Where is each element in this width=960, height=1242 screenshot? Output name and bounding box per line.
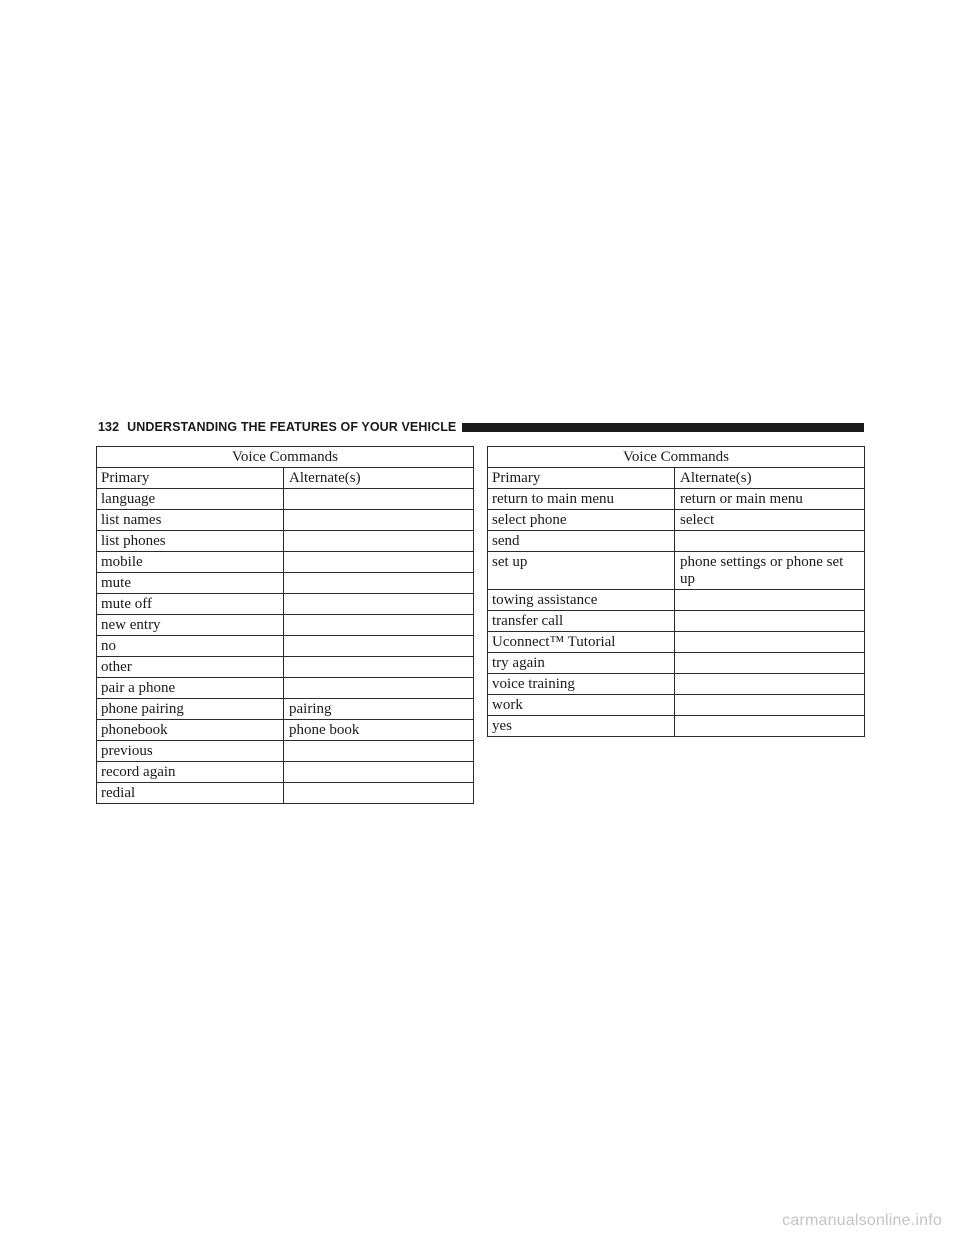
command-primary-cell: list names	[97, 510, 284, 531]
table-header-row	[488, 468, 865, 489]
table-row	[97, 510, 474, 531]
command-alternate-cell	[675, 590, 865, 611]
command-primary-cell: return to main menu	[488, 489, 675, 510]
table-row	[97, 552, 474, 573]
command-primary-cell: transfer call	[488, 611, 675, 632]
table-row	[97, 699, 474, 720]
command-primary-cell: phonebook	[97, 720, 284, 741]
table-row	[488, 590, 865, 611]
command-alternate-cell	[284, 783, 474, 804]
table-row	[97, 720, 474, 741]
column-header-primary: Primary	[97, 468, 284, 489]
command-primary-cell: try again	[488, 653, 675, 674]
table-row	[488, 510, 865, 531]
table-header-row	[97, 468, 474, 489]
command-primary-cell: mobile	[97, 552, 284, 573]
command-alternate-cell	[284, 552, 474, 573]
table-title-row	[488, 447, 865, 468]
command-alternate-cell: pairing	[284, 699, 474, 720]
table-row	[97, 615, 474, 636]
command-primary-cell: yes	[488, 716, 675, 737]
command-primary-cell: set up	[488, 552, 675, 590]
column-header-alternate: Alternate(s)	[284, 468, 474, 489]
command-primary-cell: work	[488, 695, 675, 716]
table-row	[97, 636, 474, 657]
table-row	[488, 716, 865, 737]
table-row	[97, 531, 474, 552]
command-primary-cell: pair a phone	[97, 678, 284, 699]
voice-commands-table-right	[487, 446, 865, 737]
table-row	[488, 653, 865, 674]
command-primary-cell: other	[97, 657, 284, 678]
command-alternate-cell	[284, 762, 474, 783]
table-row	[97, 573, 474, 594]
command-alternate-cell	[675, 674, 865, 695]
command-primary-cell: record again	[97, 762, 284, 783]
table-row	[97, 594, 474, 615]
table-row	[488, 695, 865, 716]
column-header-alternate: Alternate(s)	[675, 468, 865, 489]
command-alternate-cell	[284, 678, 474, 699]
command-alternate-cell	[284, 489, 474, 510]
command-primary-cell: mute off	[97, 594, 284, 615]
table-row	[97, 657, 474, 678]
command-alternate-cell	[675, 632, 865, 653]
command-primary-cell: voice training	[488, 674, 675, 695]
command-alternate-cell: select	[675, 510, 865, 531]
command-primary-cell: mute	[97, 573, 284, 594]
table-row	[97, 762, 474, 783]
command-alternate-cell	[284, 573, 474, 594]
command-primary-cell: list phones	[97, 531, 284, 552]
command-alternate-cell	[675, 695, 865, 716]
column-header-primary: Primary	[488, 468, 675, 489]
page-number: 132	[98, 420, 120, 434]
command-alternate-cell	[675, 653, 865, 674]
header-text	[98, 420, 456, 434]
command-alternate-cell	[284, 594, 474, 615]
table-row	[488, 632, 865, 653]
command-primary-cell: language	[97, 489, 284, 510]
table-row	[97, 489, 474, 510]
command-primary-cell: new entry	[97, 615, 284, 636]
page-header	[98, 419, 864, 435]
watermark: carmanualsonline.info	[782, 1212, 942, 1229]
command-alternate-cell	[284, 531, 474, 552]
command-primary-cell: previous	[97, 741, 284, 762]
table-title: Voice Commands	[488, 447, 865, 468]
command-primary-cell: redial	[97, 783, 284, 804]
voice-commands-table-left	[96, 446, 474, 804]
command-alternate-cell	[675, 611, 865, 632]
table-row	[488, 531, 865, 552]
command-alternate-cell	[284, 741, 474, 762]
table-row	[97, 783, 474, 804]
command-primary-cell: phone pairing	[97, 699, 284, 720]
table-row	[488, 674, 865, 695]
table-row	[488, 552, 865, 590]
command-alternate-cell	[675, 531, 865, 552]
command-alternate-cell: phone book	[284, 720, 474, 741]
command-alternate-cell: phone settings or phone set up	[675, 552, 865, 590]
command-alternate-cell: return or main menu	[675, 489, 865, 510]
command-alternate-cell	[284, 636, 474, 657]
table-row	[97, 678, 474, 699]
table-title: Voice Commands	[97, 447, 474, 468]
table-row	[97, 741, 474, 762]
section-title: UNDERSTANDING THE FEATURES OF YOUR VEHICLE	[127, 420, 457, 434]
command-primary-cell: towing assistance	[488, 590, 675, 611]
command-primary-cell: send	[488, 531, 675, 552]
table-row	[488, 489, 865, 510]
header-rule	[462, 423, 864, 432]
command-alternate-cell	[284, 615, 474, 636]
table-row	[488, 611, 865, 632]
command-primary-cell: select phone	[488, 510, 675, 531]
command-alternate-cell	[284, 510, 474, 531]
command-alternate-cell	[284, 657, 474, 678]
command-alternate-cell	[675, 716, 865, 737]
command-primary-cell: no	[97, 636, 284, 657]
command-primary-cell: Uconnect™ Tutorial	[488, 632, 675, 653]
table-title-row	[97, 447, 474, 468]
